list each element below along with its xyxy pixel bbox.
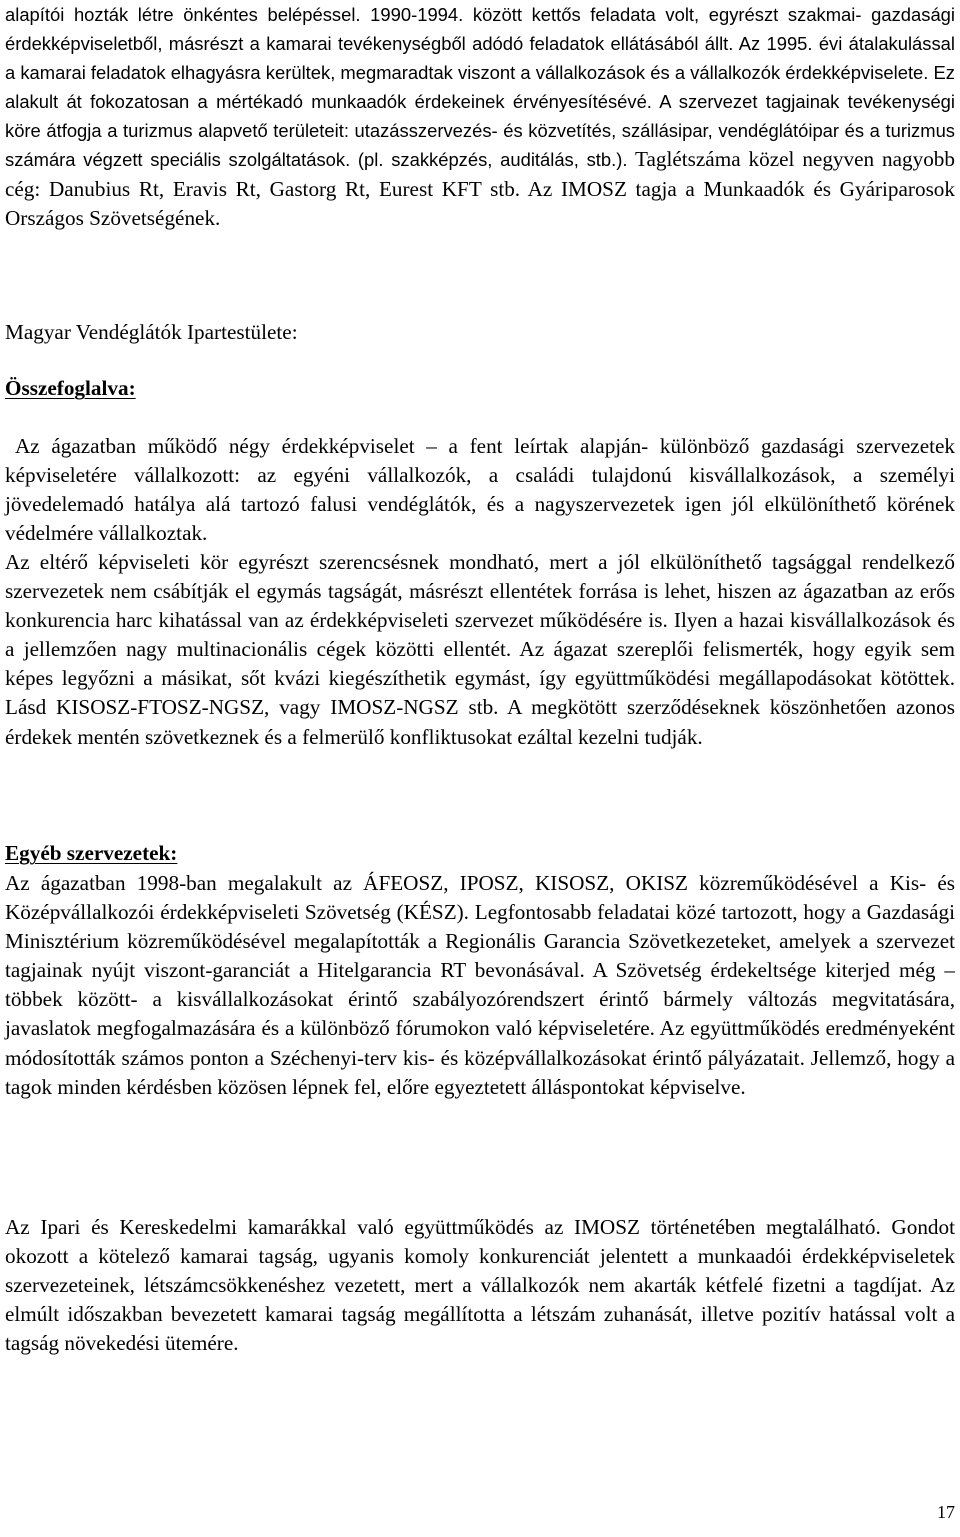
summary-paragraph-1: Az ágazatban működő négy érdekképviselet – a fent leírtak alapján- különböző gazdasági szervezetek képviseletére vállalkozott: az egyéni vállalkozók, a családi tulajdonú kisvállalkozások, a személyi jövedelemadó hatálya alá tartozó falusi vendéglátók, és a nagyszervezetek igen jól elkülöníthető körének védelmére vállalkoztak. <box>5 434 955 546</box>
summary-paragraph-2: Az eltérő képviseleti kör egyrészt szerencsésnek mondható, mert a jól elkülöníthető tagsággal rendelkező szervezetek nem csábítják el egymás tagságát, másrészt ellentétek forrása is lehet, hiszen az ágazatban az erős konkurencia harc kihatással van az érdekképviseleti szervezet működésére is. Ilyen a hazai kisvállalkozások és a jellemzően nagy multinacionális cégek közötti ellentét. Az ágazat szereplői felismerték, hogy egyik sem képes legyőzni a másikat, sőt kvázi kiegészíthetik egymást, így együttműködési megállapodásokat kötöttek. Lásd KISOSZ-FTOSZ-NGSZ, vagy IMOSZ-NGSZ stb. A megkötött szerződéseknek köszönhetően azonos érdekek mentén szövetkeznek és a felmerülő konfliktusokat ezáltal kezelni tudják. <box>5 550 955 749</box>
other-orgs-paragraph-1: Az ágazatban 1998-ban megalakult az ÁFEOSZ, IPOSZ, KISOSZ, OKISZ közreműködésével a Kis- és Középvállalkozói érdekképviseleti Szövetség (KÉSZ). Legfontosabb feladatai közé tartozott, hogy a Gazdasági Minisztérium közreműködésével megalapították a Regionális Garancia Szövetkezeteket, amelyek a szervezet tagjainak nyújt viszont-garanciát a Hitelgarancia RT bevonásával. A Szövetség érdekeltsége kiterjed még – többek között- a kisvállalkozásokat érintő szabályozórendszert érintő bármely változás megvitatására, javaslatok megfogalmazására és a különböző fórumokon való képviseletére. Az együttműködés eredményeként módosították számos ponton a Széchenyi-terv kis- és középvállalkozásokat érintő pályázatait. Jellemző, hogy a tagok minden kérdésben közösen lépnek fel, előre egyeztetett álláspontokat képviselve. <box>5 871 955 1099</box>
other-orgs-heading: Egyéb szervezetek: <box>5 841 178 865</box>
intro-paragraph <box>5 0 955 233</box>
other-orgs-paragraph-2: Az Ipari és Kereskedelmi kamarákkal való együttműködés az IMOSZ történetében megtalálható. Gondot okozott a kötelező kamarai tagság, ugyanis komoly konkurenciát jelentett a munkaadói érdekképviseletek szervezeteinek, létszámcsökkenéshez vezetett, mert a vállalkozók nem akarták kétfelé fizetni a tagdíjat. Az elmúlt időszakban bevezetett kamarai tagság megállította a létszám zuhanását, illetve pozitív hatással volt a tagság növekedési ütemére. <box>5 1215 955 1356</box>
page-number: 17 <box>937 1502 955 1522</box>
mvi-line: Magyar Vendéglátók Ipartestülete: <box>5 320 298 344</box>
intro-paragraph-serif-text: Taglétszáma közel negyven nagyobb cég: Danubius Rt, Eravis Rt, Gastorg Rt, Eurest KFT stb. Az IMOSZ tagja a Munkaadók és Gyáriparosok Országos Szövetségének. <box>5 147 955 230</box>
intro-paragraph-sans-text: alapítói hozták létre önkéntes belépéssel. 1990-1994. között kettős feladata volt, egyrészt szakmai- gazdasági érdekképviseletből, másrészt a kamarai tevékenységből adódó feladatok ellátásából állt. Az 1995. évi átalakulással a kamarai feladatok elhagyásra kerültek, megmaradtak viszont a vállalkozások és a vállalkozók érdekképviselete. Ez alakult át fokozatosan a mértékadó munkaadók érdekeinek érvényesítésévé. A szervezet tagjainak tevékenységi köre átfogja a turizmus alapvető területeit: utazásszervezés- és közvetítés, szállásipar, vendéglátóipar és a turizmus számára végzett speciális szolgáltatások. (pl. szakképzés, auditálás, stb.). <box>5 4 955 171</box>
summary-heading: Összefoglalva: <box>5 376 136 400</box>
